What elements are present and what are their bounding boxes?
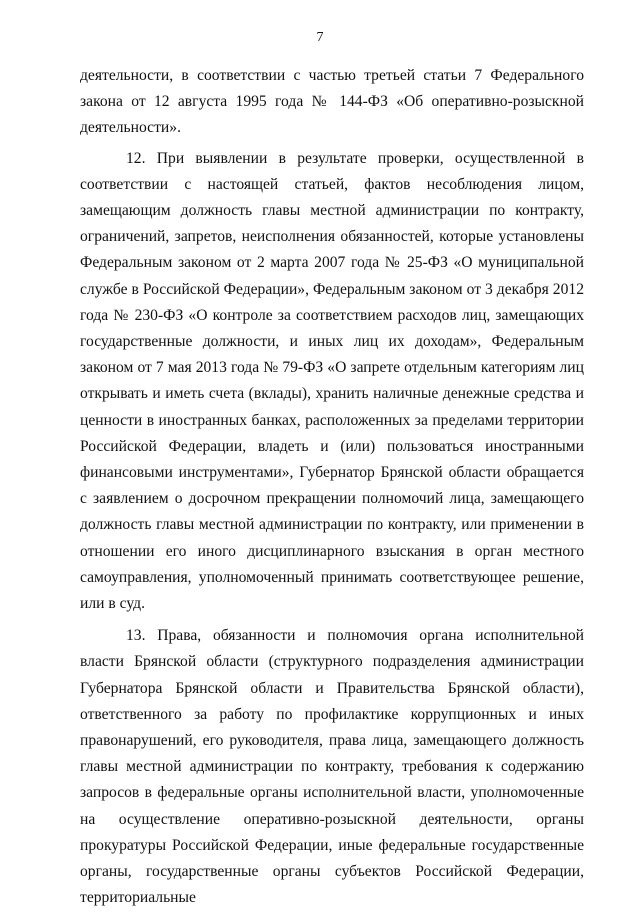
page-number: 7	[316, 30, 324, 45]
paragraph-13: 13. Права, обязанности и полномочия органа исполнительной власти Брянской области (структурного подразделения администрации Губернатора Брянской области и Правительства Брянской области), ответственного за работу по профилактике коррупционных и иных правонарушений, его руководителя, права лица, замещающего должность главы местной администрации по контракту, требования к содержанию запросов в федеральные органы исполнительной власти, уполномоченные на осуществление оперативно-розыскной деятельности, органы прокуратуры Российской Федерации, иные федеральные государственные органы, государственные органы субъектов Российской Федерации, территориальные	[80, 627, 584, 907]
document-body	[80, 63, 584, 912]
paragraph-continuation: деятельности, в соответствии с частью третьей статьи 7 Федерального закона от 12 августа 1995 года № 144-ФЗ «Об оперативно-розыскной деятельности».	[80, 67, 584, 137]
paragraph-12: 12. При выявлении в результате проверки, осуществленной в соответствии с настоящей статьей, фактов несоблюдения лицом, замещающим должность главы местной администрации по контракту, ограничений, запретов, неисполнения обязанностей, которые установлены Федеральным законом от 2 марта 2007 года № 25-ФЗ «О муниципальной службе в Российской Федерации», Федеральным законом от 3 декабря 2012 года № 230-ФЗ «О контроле за соответствием расходов лиц, замещающих государственные должности, и иных лиц их доходам», Федеральным законом от 7 мая 2013 года № 79-ФЗ «О запрете отдельным категориям лиц открывать и иметь счета (вклады), хранить наличные денежные средства и ценности в иностранных банках, расположенных за пределами территории Российской Федерации, владеть и (или) пользоваться иностранными финансовыми инструментами», Губернатор Брянской области обращается с заявлением о досрочном прекращении полномочий лица, замещающего должность главы местной администрации по контракту, или применении в отношении его иного дисциплинарного взыскания в орган местного самоуправления, уполномоченный принимать соответствующее решение, или в суд.	[80, 149, 584, 613]
